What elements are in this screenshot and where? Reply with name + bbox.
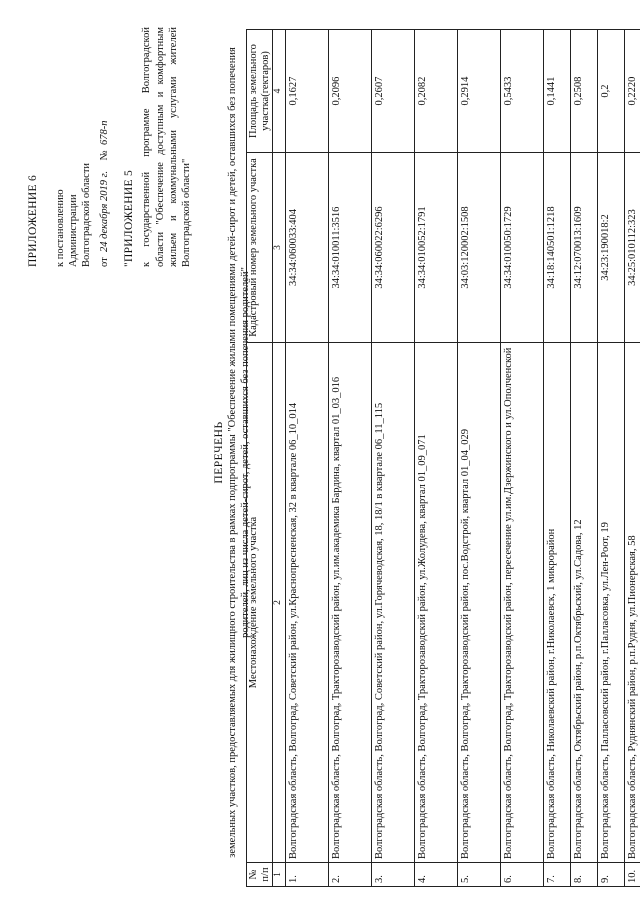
row-area: 0,2607 xyxy=(371,30,414,153)
table-header-row xyxy=(247,30,273,887)
table-row xyxy=(570,30,597,887)
decree-reference xyxy=(54,27,112,267)
from-label: от xyxy=(99,257,111,267)
row-number: 5. xyxy=(457,863,500,887)
row-location: Волгоградская область, Октябрьский район, р.п.Октябрьский, ул.Садова, 12 xyxy=(570,343,597,863)
row-area: 0,2508 xyxy=(570,30,597,153)
column-number: 3 xyxy=(273,153,286,343)
row-cadastral: 34:03:120002:1508 xyxy=(457,153,500,343)
table-row xyxy=(285,30,328,887)
row-number: 3. xyxy=(371,863,414,887)
header-location: Местонахождение земельного участка xyxy=(247,343,273,863)
header-area: Площадь земельного участка(гектаров) xyxy=(247,30,273,153)
row-number: 9. xyxy=(597,863,624,887)
row-location: Волгоградская область, Волгоград, Советский район, ул.Горячеводская, 18, 18/1 в квартале 06_11_115 xyxy=(371,343,414,863)
decree-line: Волгоградской области xyxy=(81,162,93,267)
table-row xyxy=(597,30,624,887)
table-row xyxy=(414,30,457,887)
row-area: 0,2 xyxy=(597,30,624,153)
table-row xyxy=(500,30,543,887)
row-number: 6. xyxy=(500,863,543,887)
header-number: № п/п xyxy=(247,863,273,887)
column-number: 2 xyxy=(273,343,286,863)
row-cadastral: 34:34:010050:1729 xyxy=(500,153,543,343)
row-location: Волгоградская область, Волгоград, Тракторозаводский район, пересечение ул.им.Дзержинского и ул.Ополченской xyxy=(500,343,543,863)
appendix5-title: "ПРИЛОЖЕНИЕ 5 xyxy=(123,169,135,267)
row-location: Волгоградская область, Волгоград, Советский район, ул.Краснопресненская, 32 в квартале 06_10_014 xyxy=(285,343,328,863)
column-number: 1 xyxy=(273,863,286,887)
row-number: 8. xyxy=(570,863,597,887)
table-row xyxy=(371,30,414,887)
row-area: 0,2914 xyxy=(457,30,500,153)
decree-line: к постановлению xyxy=(55,189,66,267)
table-row xyxy=(328,30,371,887)
row-area: 0,2220 xyxy=(624,30,640,153)
header-cadastral: Кадастровый номер земельного участка xyxy=(247,153,273,343)
table-row xyxy=(624,30,640,887)
row-number: 7. xyxy=(543,863,570,887)
row-area: 0,1627 xyxy=(285,30,328,153)
list-subtitle: земельных участков, предоставляемых для жилищного строительства в рамках подпрограммы "Обеспечение жилыми помещениями детей-сирот и детей, оставшихся без попечения родителей, лиц из числа детей-сирот, детей, оставшихся без попечения родителей" xyxy=(227,47,251,858)
list-title: ПЕРЕЧЕНЬ xyxy=(213,421,225,484)
row-location: Волгоградская область, Николаевский район, г.Николаевск, 1 микрорайон xyxy=(543,343,570,863)
row-location: Волгоградская область, Волгоград, Тракторозаводский район, пос.Водстрой, квартал 01_04_029 xyxy=(457,343,500,863)
column-number-row xyxy=(273,30,286,887)
row-cadastral: 34:25:010112:323 xyxy=(624,153,640,343)
row-cadastral: 34:34:010052:1791 xyxy=(414,153,457,343)
row-number: 10. xyxy=(624,863,640,887)
land-plots-table xyxy=(246,29,640,887)
row-area: 0,1441 xyxy=(543,30,570,153)
row-number: 1. xyxy=(285,863,328,887)
appendix-title: ПРИЛОЖЕНИЕ 6 xyxy=(27,174,39,267)
decree-line: Администрации xyxy=(68,194,80,267)
row-area: 0,2082 xyxy=(414,30,457,153)
row-number: 2. xyxy=(328,863,371,887)
decree-date-line xyxy=(98,27,111,267)
decree-date: 24 декабря 2019 г. xyxy=(99,170,111,253)
row-location: Волгоградская область, Волгоград, Тракторозаводский район, ул.Жолудева, квартал 01_09_071 xyxy=(414,343,457,863)
appendix5-block xyxy=(122,27,193,267)
appendix5-body: к государственной программе Волгоградской области "Обеспечение доступным и комфортным жильем и коммунальными услугами жителей Волгоградской области" xyxy=(141,27,192,267)
row-area: 0,2096 xyxy=(328,30,371,153)
row-number: 4. xyxy=(414,863,457,887)
row-area: 0,5433 xyxy=(500,30,543,153)
row-cadastral: 34:12:070013:1609 xyxy=(570,153,597,343)
table-row xyxy=(457,30,500,887)
row-cadastral: 34:23:190018:2 xyxy=(597,153,624,343)
row-location: Волгоградская область, Палласовский район, г.Палласовка, ул.Лен-Роот, 19 xyxy=(597,343,624,863)
row-location: Волгоградская область, Волгоград, Тракторозаводский район, ул.им.академика Бардина, квартал 01_03_016 xyxy=(328,343,371,863)
row-cadastral: 34:34:010011:3516 xyxy=(328,153,371,343)
column-number: 4 xyxy=(273,30,286,153)
decree-number: 678-п xyxy=(99,120,111,146)
table-row xyxy=(543,30,570,887)
row-cadastral: 34:18:140501:1218 xyxy=(543,153,570,343)
row-cadastral: 34:34:060022:6296 xyxy=(371,153,414,343)
row-cadastral: 34:34:060033:404 xyxy=(285,153,328,343)
row-location: Волгоградская область, Руднянский район, р.п.Рудня, ул.Пионерская, 58 xyxy=(624,343,640,863)
number-label: № xyxy=(99,150,111,161)
